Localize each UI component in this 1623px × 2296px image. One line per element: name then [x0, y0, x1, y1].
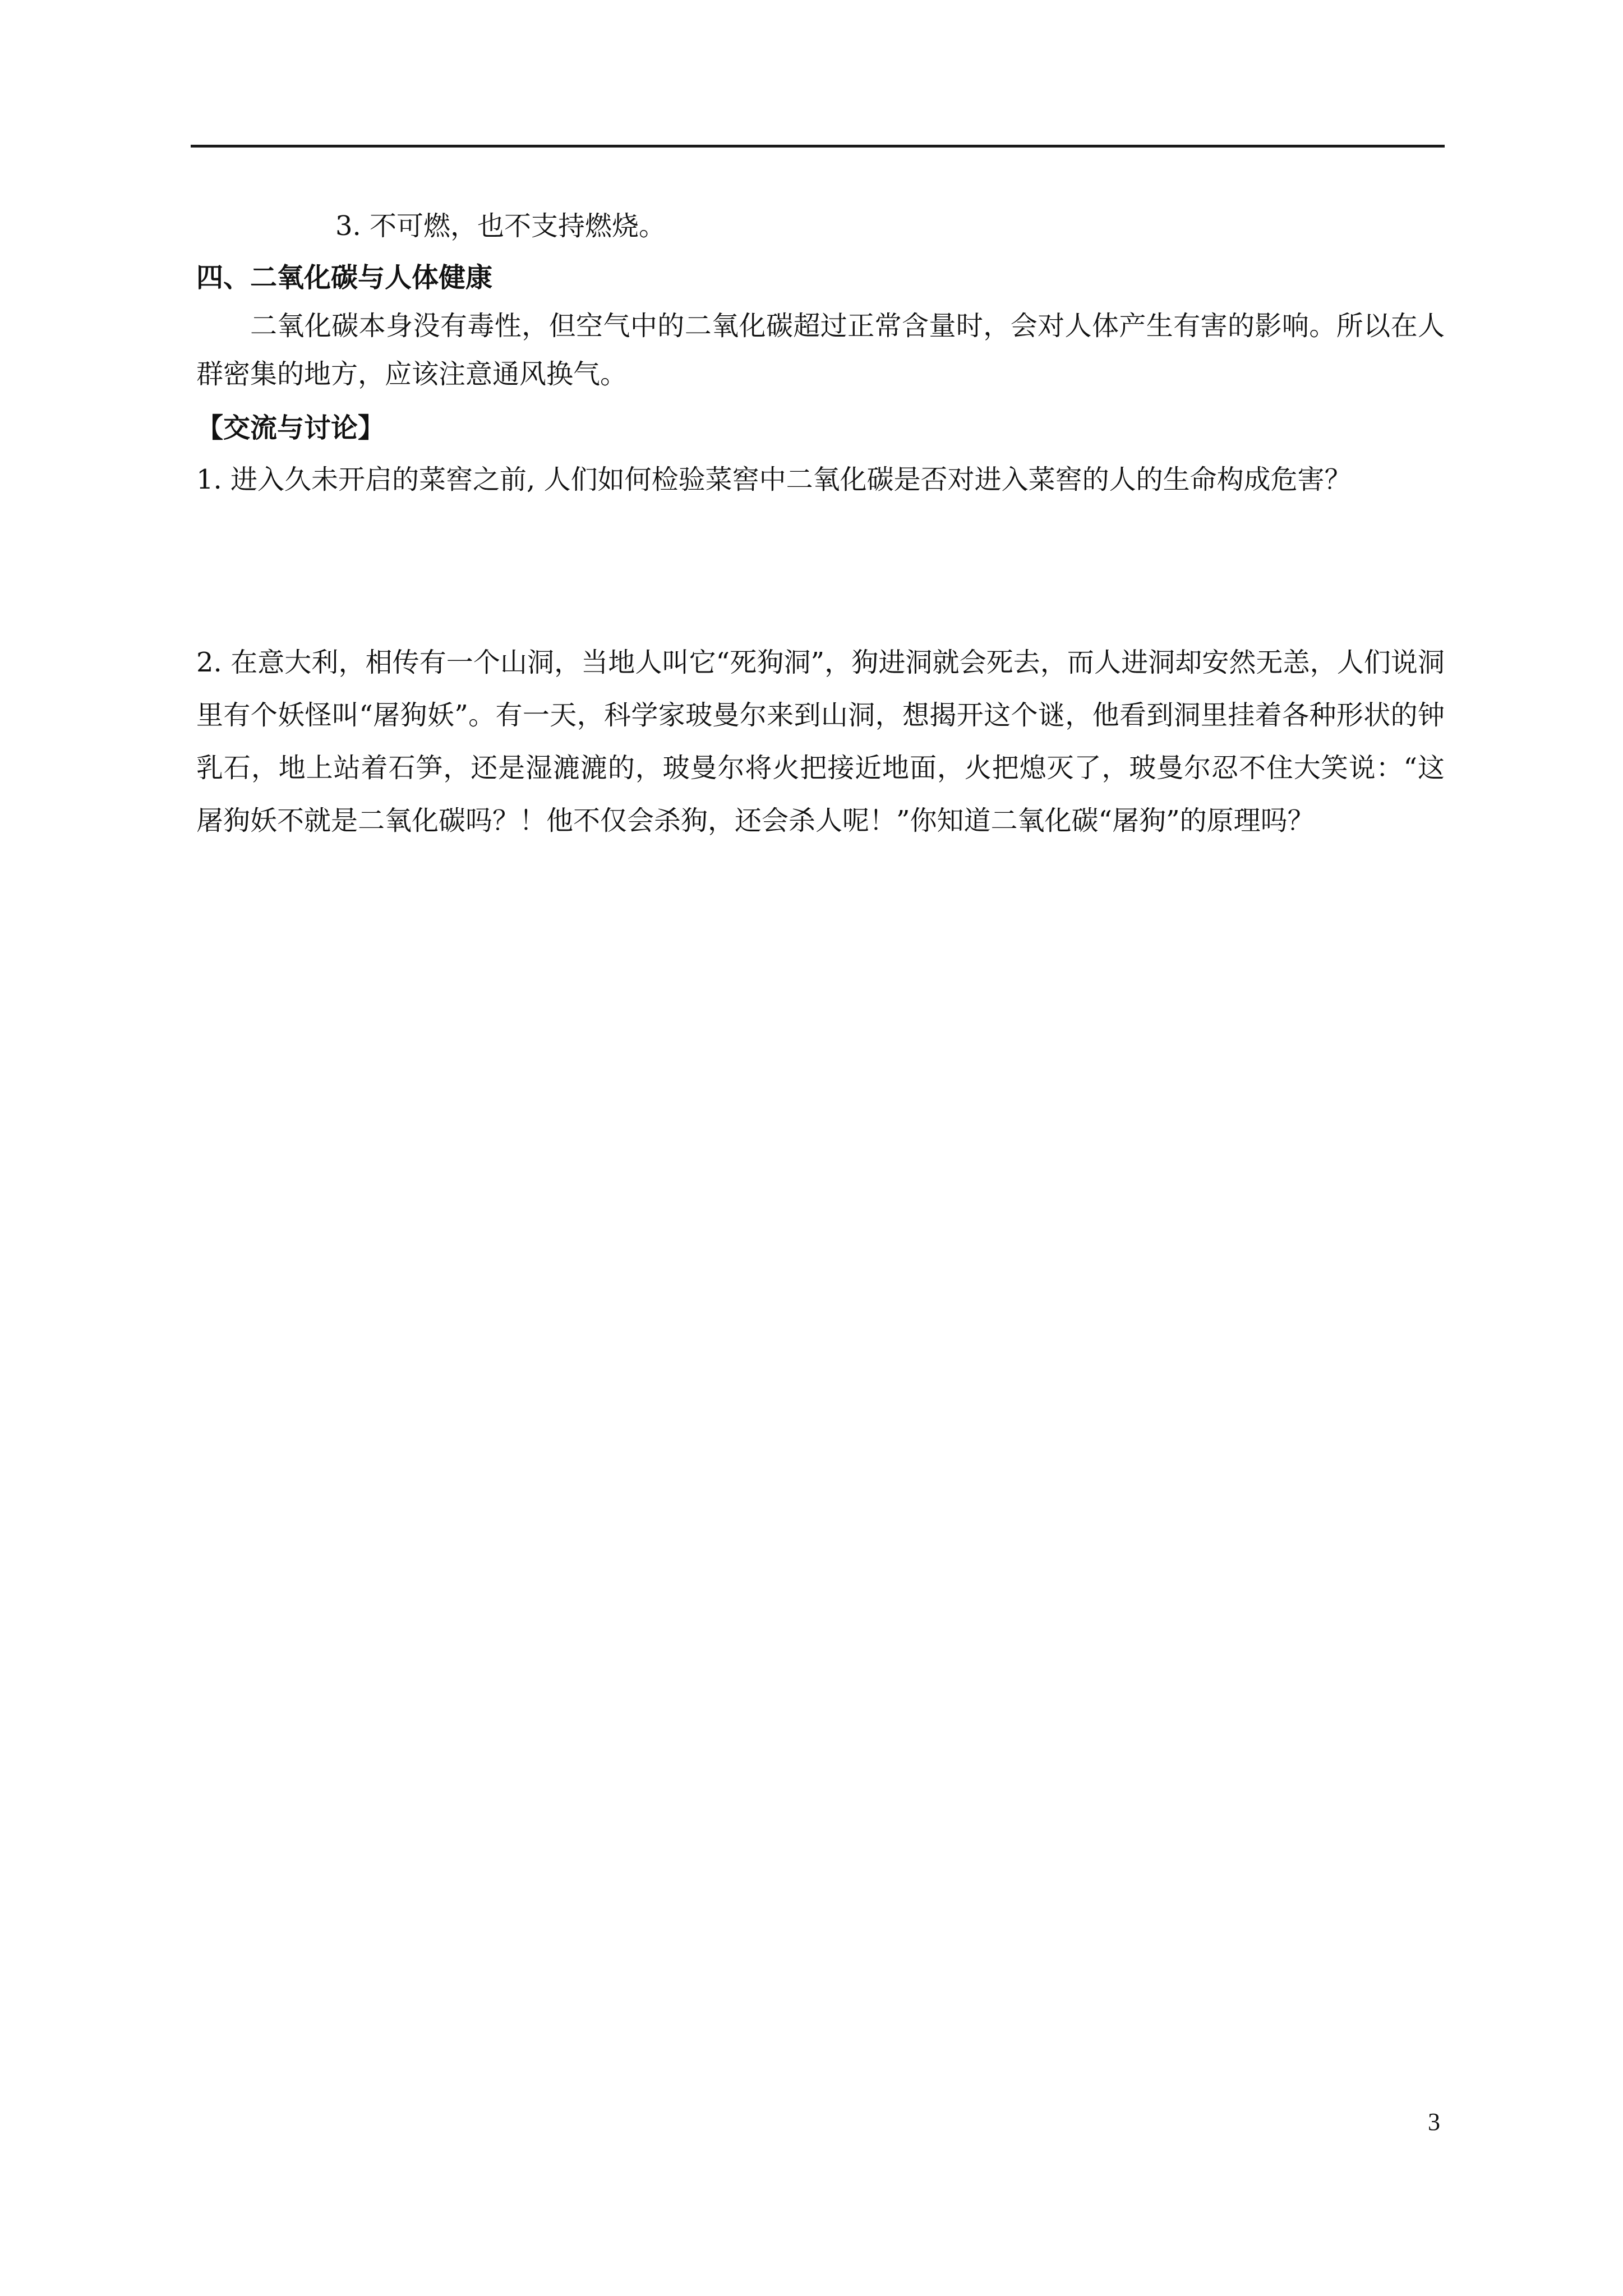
page-number: 3 [1428, 2108, 1440, 2136]
header-rule [191, 145, 1445, 148]
discussion-question-1: 1. 进入久未开启的菜窖之前, 人们如何检验菜窖中二氧化碳是否对进入菜窖的人的生命构成危害？ [196, 464, 1352, 495]
page-content [196, 202, 1445, 847]
discussion-title: 【交流与讨论】 [196, 412, 385, 444]
item-3-text: 3. 不可燃，也不支持燃烧。 [335, 210, 666, 242]
section-4-title: 四、二氧化碳与人体健康 [196, 262, 493, 293]
section-4-paragraph: 二氧化碳本身没有毒性，但空气中的二氧化碳超过正常含量时，会对人体产生有害的影响。所以在人群密集的地方，应该注意通风换气。 [196, 310, 1445, 390]
discussion-question-2: 2. 在意大利，相传有一个山洞，当地人叫它“死狗洞”，狗进洞就会死去，而人进洞却安然无恙，人们说洞里有个妖怪叫“屠狗妖”。有一天，科学家玻曼尔来到山洞，想揭开这个谜，他看到洞里挂着各种形状的钟乳石，地上站着石笋，还是湿漉漉的，玻曼尔将火把接近地面，火把熄灭了，玻曼尔忍不住大笑说：“这屠狗妖不就是二氧化碳吗？！他不仅会杀狗，还会杀人呢！”你知道二氧化碳“屠狗”的原理吗？ [196, 647, 1445, 836]
